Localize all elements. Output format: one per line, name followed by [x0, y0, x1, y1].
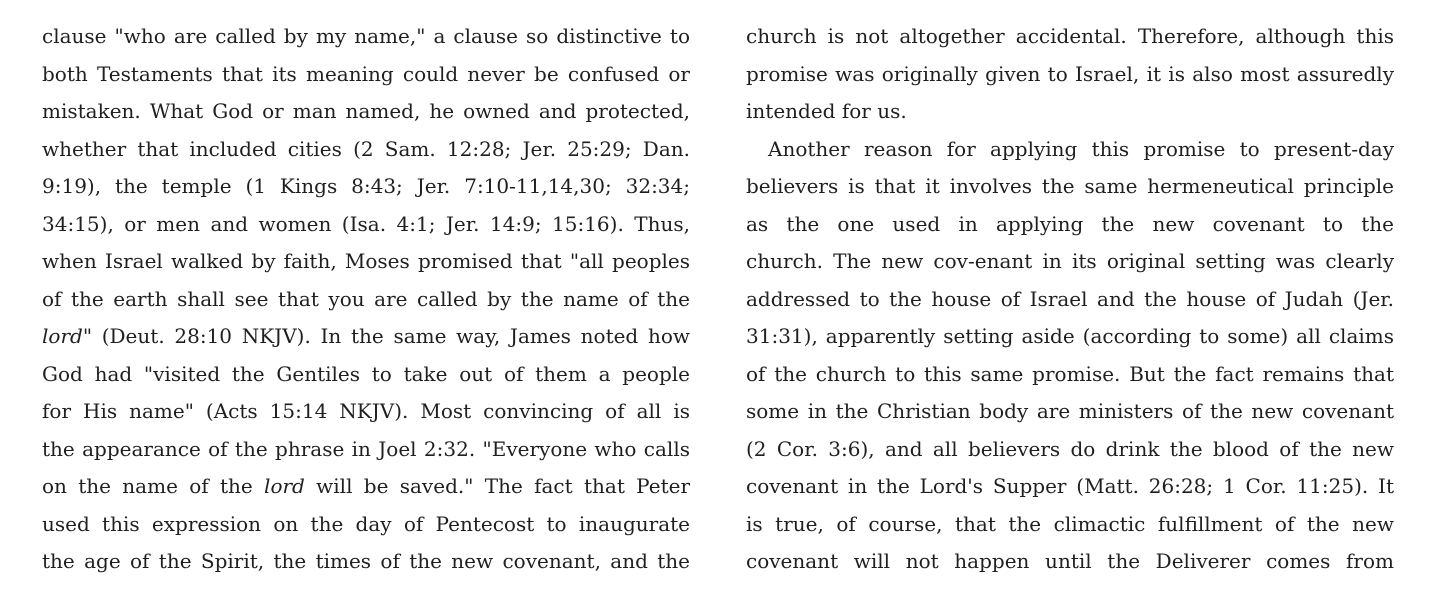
text-line	[746, 543, 1394, 581]
text-line	[42, 56, 690, 94]
text-segment: 9:19), the temple (1 Kings 8:43; Jer. 7:10-11,14,30; 32:34;	[42, 174, 690, 198]
text-segment: covenant will not happen until the Deliverer comes from	[746, 549, 1394, 573]
text-line	[746, 393, 1394, 431]
text-line	[42, 318, 690, 356]
text-segment: will be saved." The fact that Peter	[304, 474, 690, 498]
text-segment: of the earth shall see that you are called by the name of the	[42, 286, 690, 311]
text-line	[42, 356, 690, 394]
text-line	[746, 243, 1394, 281]
text-line	[746, 56, 1394, 94]
text-segment: Another reason for applying this promise to present-day	[768, 136, 1394, 161]
text-segment: the appearance of the phrase in Joel 2:32. "Everyone who calls	[42, 436, 690, 461]
text-segment: the age of the Spirit, the times of the new covenant, and the	[42, 549, 690, 573]
text-line	[42, 131, 690, 169]
text-segment: addressed to the house of Israel and the house of Judah (Jer.	[746, 286, 1394, 311]
text-line	[42, 18, 690, 56]
text-segment: is true, of course, that the climactic fulfillment of the new	[746, 511, 1394, 536]
text-line	[42, 281, 690, 319]
text-line	[746, 431, 1394, 469]
text-line	[42, 393, 690, 431]
text-segment: as the one used in applying the new covenant to the	[746, 211, 1394, 236]
text-line	[746, 356, 1394, 394]
text-line	[746, 318, 1394, 356]
right-text-column	[746, 18, 1394, 581]
text-segment: church is not altogether accidental. Therefore, although this	[746, 24, 1394, 48]
text-segment: whether that included cities (2 Sam. 12:28; Jer. 25:29; Dan.	[42, 136, 690, 161]
text-line	[746, 168, 1394, 206]
text-segment: on the name of the	[42, 474, 265, 498]
text-line	[746, 93, 1394, 131]
text-segment: God had "visited the Gentiles to take out of them a people	[42, 361, 690, 386]
text-segment: of the church to this same promise. But the fact remains that	[746, 361, 1394, 386]
text-segment: clause "who are called by my name," a clause so distinctive to	[42, 24, 690, 48]
text-line	[746, 281, 1394, 319]
text-segment: for His name" (Acts 15:14 NKJV). Most convincing of all is	[42, 399, 690, 423]
left-text-column	[42, 18, 690, 581]
italic-text: lord	[42, 324, 83, 348]
text-segment: when Israel walked by faith, Moses promised that "all peoples	[42, 249, 690, 273]
text-segment: promise was originally given to Israel, it is also most assuredly	[746, 61, 1394, 86]
text-segment: 31:31), apparently setting aside (according to some) all claims	[746, 324, 1394, 348]
text-line	[746, 506, 1394, 544]
text-line	[42, 168, 690, 206]
text-segment: 34:15), or men and women (Isa. 4:1; Jer. 14:9; 15:16). Thus,	[42, 211, 690, 236]
text-segment: believers is that it involves the same hermeneutical principle	[746, 174, 1394, 198]
text-segment: " (Deut. 28:10 NKJV). In the same way, James noted how	[82, 324, 690, 348]
text-segment: mistaken. What God or man named, he owned and protected,	[42, 99, 690, 123]
text-line	[42, 431, 690, 469]
text-segment: (2 Cor. 3:6), and all believers do drink the blood of the new	[746, 436, 1394, 461]
text-segment: intended for us.	[746, 99, 907, 123]
text-segment: both Testaments that its meaning could never be confused or	[42, 61, 690, 86]
text-line	[42, 506, 690, 544]
text-line	[42, 543, 690, 581]
text-line	[42, 206, 690, 244]
text-segment: church. The new cov-enant in its original setting was clearly	[746, 249, 1394, 273]
italic-text: lord	[264, 474, 305, 498]
text-line	[746, 18, 1394, 56]
text-line	[42, 468, 690, 506]
text-line	[746, 206, 1394, 244]
text-line	[42, 93, 690, 131]
text-segment: some in the Christian body are ministers of the new covenant	[746, 399, 1394, 423]
text-line	[746, 131, 1394, 169]
text-line	[746, 468, 1394, 506]
text-line	[42, 243, 690, 281]
text-segment: used this expression on the day of Pentecost to inaugurate	[42, 511, 690, 536]
text-segment: covenant in the Lord's Supper (Matt. 26:28; 1 Cor. 11:25). It	[746, 474, 1394, 498]
